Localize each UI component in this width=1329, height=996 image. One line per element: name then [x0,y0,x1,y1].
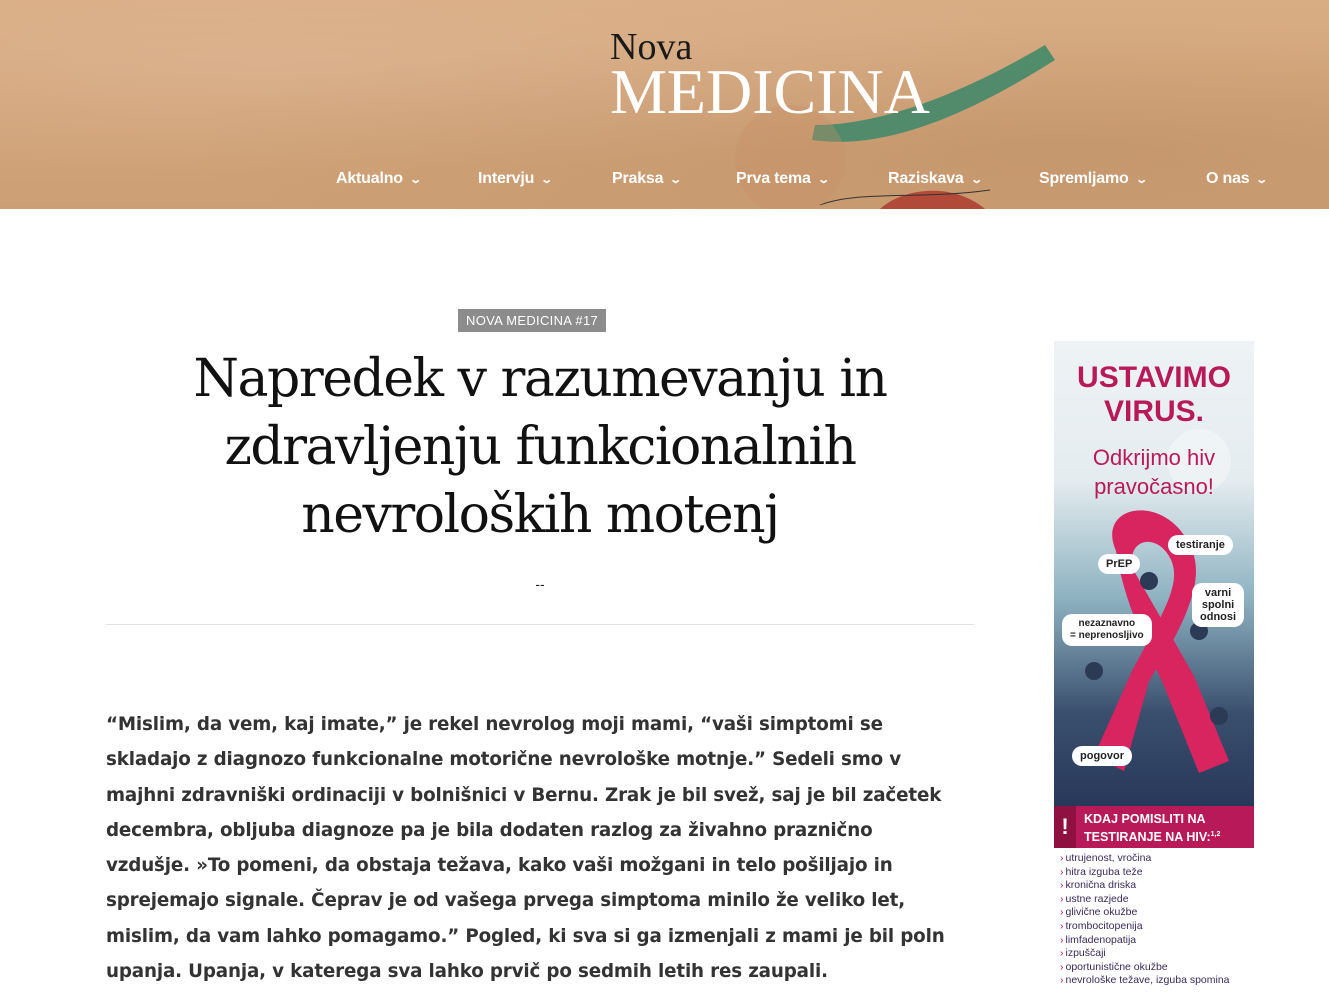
body-line: “Mislim, da vem, kaj imate,” je rekel nevrolog moji mami, “vaši simptomi se [106,714,883,735]
list-item: › izpuščaji [1060,947,1106,960]
title-line: Napredek v razumevanju in [193,349,887,409]
body-line: mislim, da vam lahko pomagamo.” Pogled, ki sva si ga izmenjali z mami je bil poln [106,925,945,947]
category-tag[interactable]: NOVA MEDICINA #17 [458,309,606,332]
nav-label: Raziskava [888,170,964,187]
ad-headline-line: USTAVIMO [1077,361,1231,394]
chevron-down-icon: ⌄ [409,173,422,186]
list-item: › trombocitopenija [1060,919,1143,932]
ad-subheadline-line: pravočasno! [1094,474,1214,499]
nav-label: Aktualno [336,170,403,187]
ad-symptom-list [1060,852,1254,988]
ad-banner-line [1084,827,1220,845]
nav-label: Praksa [612,170,664,187]
chevron-down-icon: ⌄ [1255,173,1269,186]
article-body [106,707,974,989]
ad-bubble-nezaznavno: nezaznavno = neprenosljivo [1062,614,1152,646]
chevron-down-icon: ⌄ [816,173,830,186]
body-line: upanja. Upanja, v katerega sva lahko prvič po sedmih letih res zaupali. [106,961,828,983]
logo-line-1: Nova [610,26,693,68]
nav-item-o-nas[interactable] [1206,170,1267,188]
ad-headline-line: VIRUS. [1103,395,1205,428]
nav-item-praksa[interactable] [612,170,683,188]
nav-label: Spremljamo [1039,170,1129,187]
chevron-down-icon: ⌄ [1134,173,1148,186]
article-title [106,345,974,549]
ad-subheadline-line: Odkrijmo hiv [1092,445,1216,470]
ad-banner-line: KDAJ POMISLITI NA [1084,812,1206,826]
nav-label: Intervju [478,170,535,187]
list-item: › kronična driska [1060,879,1137,892]
list-item: › nevrološke težave, izguba spomina [1060,974,1230,987]
nav-item-raziskava[interactable] [888,170,981,188]
list-item: › limfadenopatija [1060,933,1137,946]
main-nav [0,170,1329,194]
list-item: › utrujenost, vročina [1060,852,1152,864]
chevron-down-icon: ⌄ [669,173,683,186]
sidebar-ad[interactable] [1054,341,1254,996]
exclamation-icon: ! [1054,806,1076,848]
ad-banner-text [1084,812,1220,845]
title-line: nevroloških motenj [301,485,779,545]
ad-bubble-testiranje: testiranje [1168,535,1233,555]
list-item: › hitra izguba teže [1060,865,1143,878]
nav-label: Prva tema [736,170,811,187]
body-line: skladajo z diagnozo funkcionalne motorične nevrološke motnje.” Sedeli smo v [106,749,902,771]
list-item: › ustne razjede [1060,892,1129,905]
ad-bubble-pogovor: pogovor [1072,746,1132,766]
logo-line-2: MEDICINA [610,56,930,127]
nav-item-intervju[interactable] [478,170,554,188]
ad-banner-sup: 1,2 [1210,831,1221,838]
ad-headline [1054,361,1254,429]
ad-bubble-prep: PrEP [1098,554,1140,574]
ad-illustration [1054,341,1254,806]
article-byline: -- [535,576,545,592]
body-line: majhni zdravniški ordinaciji v bolnišnici v Bernu. Zrak je bil svež, saj je bil začetek [106,784,942,806]
list-item: › glivične okužbe [1060,906,1138,919]
nav-item-aktualno[interactable] [336,170,420,188]
ad-banner-line-text: TESTIRANJE NA HIV: [1084,830,1211,845]
title-line: zdravljenju funkcionalnih [224,417,856,477]
nav-label: O nas [1206,170,1250,187]
ad-subheadline [1054,443,1254,501]
nav-item-spremljamo[interactable] [1039,170,1146,188]
chevron-down-icon: ⌄ [969,173,983,186]
ad-banner [1054,806,1254,848]
list-item: › oportunistične okužbe [1060,960,1168,973]
site-header [0,0,1329,209]
body-line: decembra, obljuba diagnoze pa je bila dodaten razlog za živahno praznično [106,819,873,841]
body-line: sprejemajo signale. Čeprav je od vašega prvega simptoma minilo že veliko let, [106,890,906,912]
chevron-down-icon: ⌄ [540,173,554,186]
nav-item-prva-tema[interactable] [736,170,828,188]
divider [106,624,974,625]
ad-bubble-varni-spolni-odnosi: varni spolni odnosi [1192,583,1244,627]
body-line: vzdušje. »To pomeni, da obstaja težava, kako vaši možgani in telo pošiljajo in [106,855,893,877]
